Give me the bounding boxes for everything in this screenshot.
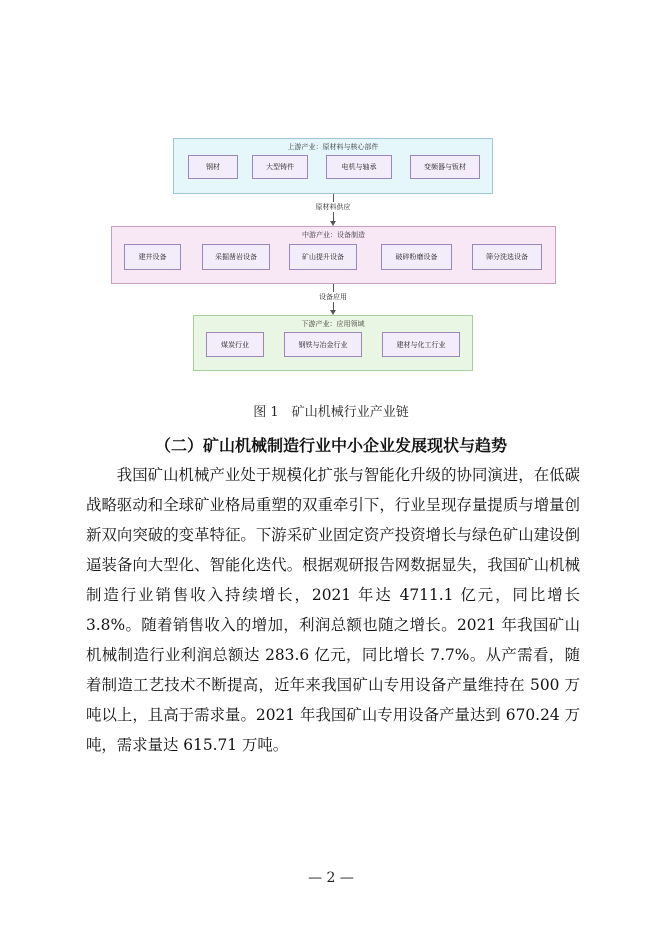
midstream-layer-title: 中游产业：设备制造 [302, 231, 365, 239]
downstream-layer [193, 315, 473, 371]
figure-caption: 图 1 矿山机械行业产业链 [253, 405, 409, 420]
section-heading: （二）矿山机械制造行业中小企业发展现状与趋势 [154, 436, 507, 455]
upstream-node-castings: 大型铸件 [252, 155, 308, 179]
downstream-layer-title: 下游产业：应用领域 [301, 320, 365, 328]
upstream-layer [173, 138, 493, 194]
page-number: — 2 — [308, 870, 354, 886]
midstream-layer [111, 226, 556, 284]
edge-label-equipment-application: 设备应用 [319, 293, 347, 301]
midstream-node-shaft: 建井设备 [124, 244, 181, 270]
upstream-node-inverters: 变频器与钣材 [410, 155, 480, 179]
edge-label-material-supply: 原材料供应 [315, 203, 351, 211]
downstream-node-coal: 煤炭行业 [206, 332, 264, 357]
midstream-node-mining: 采掘凿岩设备 [202, 244, 270, 270]
midstream-node-screening: 筛分洗选设备 [472, 244, 542, 270]
midstream-node-crushing: 破碎粉磨设备 [381, 244, 452, 270]
upstream-node-steel: 钢材 [188, 155, 238, 179]
body-paragraph: 我国矿山机械产业处于规模化扩张与智能化升级的协同演进，在低碳战略驱动和全球矿业格局重塑的双重牵引下，行业呈现存量提质与增量创新双向突破的变革特征。下游采矿业固定资产投资增长与绿色矿山建设倒逼装备向大型化、智能化迭代。根据观研报告网数据显失，我国矿山机械制造行业销售收入持续增长，2021 年达 4711.1 亿元，同比增长 3.8%。随着销售收入的增加，利润总额也随之增长。2021 年我国矿山机械制造行业利润总额达 283.6 亿元，同比增长 7.7%。从产需看，随着制造工艺技术不断提高，近年来我国矿山专用设备产量维持在 500 万吨以上，且高于需求量。2021 年我国矿山专用设备产量达到 670.24 万吨，需求量达 615.71 万吨。 [86, 466, 580, 754]
upstream-node-motors: 电机与轴承 [326, 155, 392, 179]
downstream-node-building-chemical: 建材与化工行业 [382, 332, 460, 357]
midstream-node-hoisting: 矿山提升设备 [289, 244, 357, 270]
industry-chain-diagram [0, 0, 662, 400]
downstream-node-steel-metallurgy: 钢铁与冶金行业 [284, 332, 362, 357]
upstream-layer-title: 上游产业：原材料与核心部件 [287, 143, 379, 151]
